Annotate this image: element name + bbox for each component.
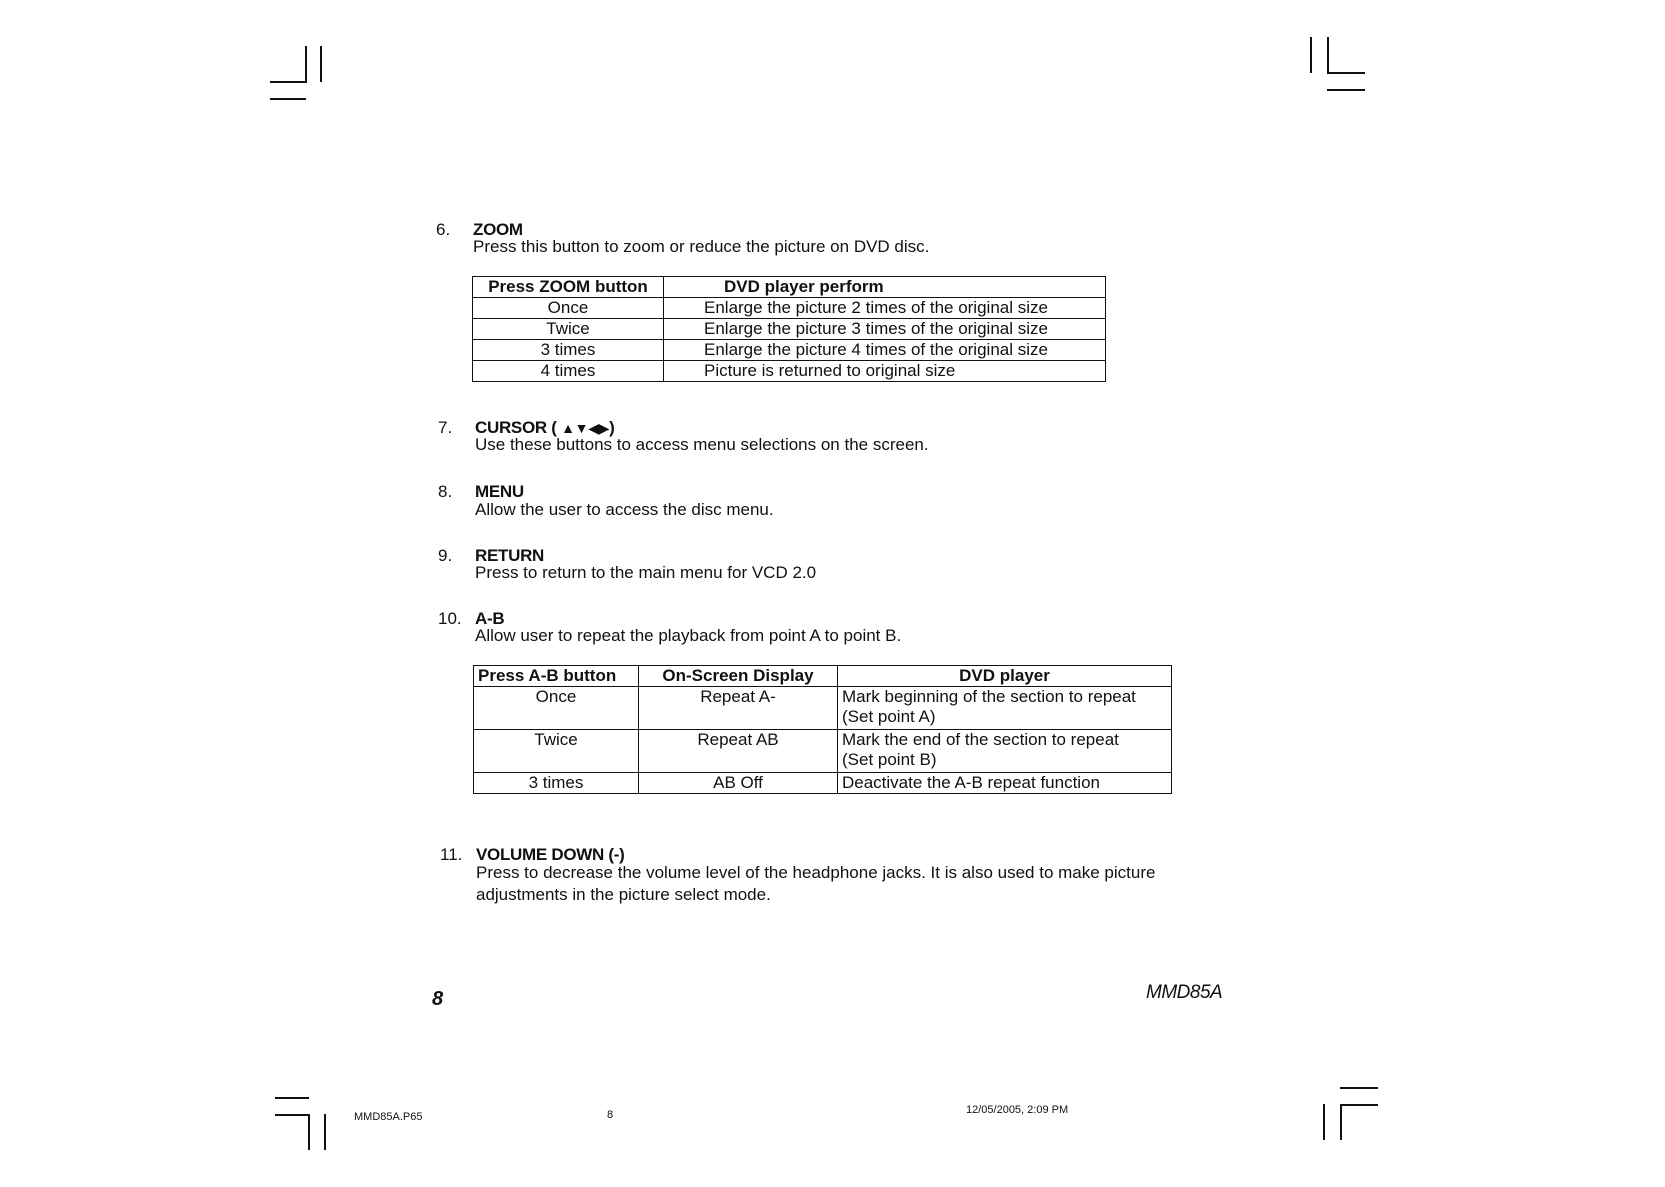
zoom-perform-cell: Enlarge the picture 3 times of the original size — [664, 319, 1106, 340]
table-row — [473, 340, 1106, 361]
section-10-description: Allow user to repeat the playback from point A to point B. — [475, 626, 902, 645]
section-11-number: 11. — [440, 845, 463, 864]
crop-mark-bottom-right-v2 — [1340, 1104, 1342, 1140]
ab-player-line: Deactivate the A-B repeat function — [842, 773, 1100, 792]
ab-press-cell: Twice — [474, 730, 639, 773]
table-row — [473, 298, 1106, 319]
section-8-description: Allow the user to access the disc menu. — [475, 500, 774, 519]
footer-timestamp: 12/05/2005, 2:09 PM — [966, 1104, 1069, 1116]
ab-player-line: Mark beginning of the section to repeat — [842, 687, 1136, 706]
zoom-table-header-1: Press ZOOM button — [473, 277, 664, 298]
ab-table-header-row — [474, 666, 1172, 687]
section-9-title: RETURN — [475, 546, 545, 565]
page-number: 8 — [432, 988, 444, 1010]
table-row — [474, 730, 1172, 773]
cursor-arrows-icon: ▲▼◀▶ — [561, 420, 610, 436]
crop-mark-bottom-right-h2 — [1340, 1104, 1378, 1106]
section-8-title: MENU — [475, 482, 524, 501]
ab-press-cell: 3 times — [474, 773, 639, 794]
ab-player-cell — [838, 687, 1172, 730]
zoom-table-header-2: DVD player perform — [664, 277, 1106, 298]
section-11-description — [476, 862, 1236, 906]
table-row — [474, 687, 1172, 730]
section-6-title: ZOOM — [473, 220, 523, 239]
footer-page: 8 — [607, 1109, 614, 1121]
section-7-description: Use these buttons to access menu selections on the screen. — [475, 435, 929, 454]
section-9-number: 9. — [438, 546, 453, 565]
ab-player-cell — [838, 773, 1172, 794]
table-row — [473, 361, 1106, 382]
section-6-description: Press this button to zoom or reduce the picture on DVD disc. — [473, 237, 930, 256]
ab-display-cell: Repeat A- — [639, 687, 838, 730]
crop-mark-bottom-left-v2 — [324, 1114, 326, 1150]
ab-player-line: Mark the end of the section to repeat — [842, 730, 1119, 749]
zoom-press-cell: Once — [473, 298, 664, 319]
crop-mark-top-right-v1 — [1310, 37, 1312, 73]
section-8-number: 8. — [438, 482, 453, 501]
crop-mark-bottom-right-h1 — [1340, 1087, 1378, 1089]
zoom-press-cell: 3 times — [473, 340, 664, 361]
section-10-title: A-B — [475, 609, 505, 628]
ab-table-header-1: Press A-B button — [474, 666, 639, 687]
model-name: MMD85A — [1146, 982, 1223, 1003]
table-row — [473, 319, 1106, 340]
zoom-perform-cell: Enlarge the picture 2 times of the original size — [664, 298, 1106, 319]
crop-mark-top-right-h2 — [1327, 89, 1365, 91]
ab-press-cell: Once — [474, 687, 639, 730]
section-10-number: 10. — [438, 609, 462, 628]
section-7-title-close: ) — [609, 418, 615, 437]
ab-table — [473, 665, 1172, 794]
crop-mark-top-right-v2 — [1327, 37, 1329, 73]
table-row — [474, 773, 1172, 794]
zoom-table-header-row — [473, 277, 1106, 298]
crop-mark-top-left-h — [270, 81, 307, 83]
section-11-line: Press to decrease the volume level of the headphone jacks. It is also used to make picture — [476, 863, 1156, 882]
zoom-table — [472, 276, 1106, 382]
crop-mark-bottom-left-h1 — [275, 1097, 309, 1099]
ab-display-cell: AB Off — [639, 773, 838, 794]
ab-table-header-3: DVD player — [838, 666, 1172, 687]
section-6-number: 6. — [436, 220, 451, 239]
crop-mark-top-left-v2 — [320, 46, 322, 82]
section-9-description: Press to return to the main menu for VCD 2.0 — [475, 563, 817, 582]
ab-player-line: (Set point B) — [842, 750, 937, 769]
crop-mark-bottom-left-h2 — [275, 1114, 309, 1116]
ab-display-cell: Repeat AB — [639, 730, 838, 773]
zoom-press-cell: Twice — [473, 319, 664, 340]
crop-mark-top-left-h2 — [270, 98, 306, 100]
ab-player-cell — [838, 730, 1172, 773]
ab-table-header-2: On-Screen Display — [639, 666, 838, 687]
crop-mark-top-right-h — [1327, 72, 1365, 74]
section-11-title: VOLUME DOWN (-) — [476, 845, 625, 864]
crop-mark-bottom-left-v1 — [308, 1114, 310, 1150]
section-7-title-text: CURSOR ( — [475, 418, 557, 437]
section-11-line: adjustments in the picture select mode. — [476, 885, 771, 904]
crop-mark-bottom-right-v1 — [1323, 1104, 1325, 1140]
ab-player-line: (Set point A) — [842, 707, 936, 726]
zoom-press-cell: 4 times — [473, 361, 664, 382]
zoom-perform-cell: Picture is returned to original size — [664, 361, 1106, 382]
crop-mark-top-left-v1 — [305, 46, 307, 82]
footer-file-name: MMD85A.P65 — [354, 1111, 423, 1123]
zoom-perform-cell: Enlarge the picture 4 times of the original size — [664, 340, 1106, 361]
section-7-number: 7. — [438, 418, 453, 437]
